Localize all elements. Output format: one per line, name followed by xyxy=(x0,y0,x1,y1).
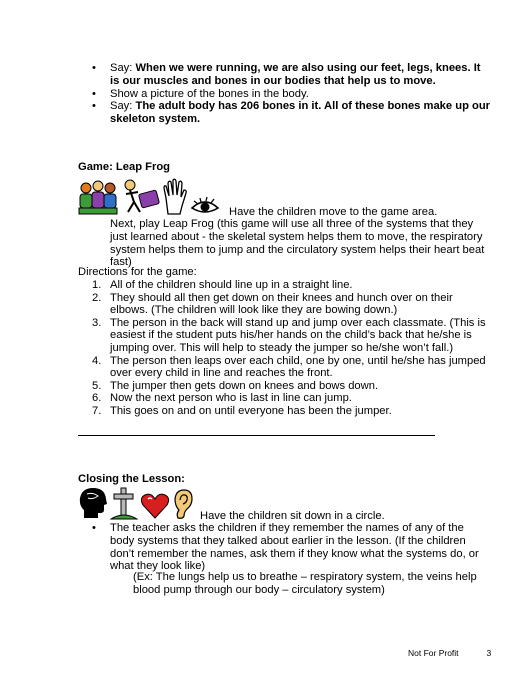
bullet-bold-text: When we were running, we are also using our feet, legs, knees. It is our muscles and bones in our bodies that help us to move. xyxy=(110,62,481,87)
list-item xyxy=(92,279,492,292)
page-footer xyxy=(408,648,491,658)
ear-icon xyxy=(172,488,194,520)
bullet-lead: Say: xyxy=(110,62,136,74)
hand-icon xyxy=(162,178,188,216)
person-exercise-icon xyxy=(120,178,160,216)
bullet-text: Show a picture of the bones in the body. xyxy=(110,87,309,100)
step-number: 1. xyxy=(92,279,102,291)
step-text: They should all then get down on their knees and hunch over on their elbows. (The children will look like they are bowing down.) xyxy=(110,291,453,317)
bullet-item xyxy=(92,62,492,88)
bullet-item: • The teacher asks the children if they remember the names of any of the body systems that they talked about earlier in the lesson. (If the children don’t remember the names, ask them if they know what the systems do, or what they look like) xyxy=(92,522,490,573)
grave-cross-icon xyxy=(110,486,138,520)
step-number: 7. xyxy=(92,404,102,417)
closing-intro-line: Have the children sit down in a circle. xyxy=(200,510,385,522)
closing-example: (Ex: The lungs help us to breathe – respiratory system, the veins help blood pump through our body – circulatory system) xyxy=(133,571,477,596)
list-item xyxy=(92,317,492,355)
bullet-bold-text: The adult body has 206 bones in it. All of these bones make up our skeleton system. xyxy=(110,100,491,126)
step-text: The jumper then gets down on knees and bows down. xyxy=(110,379,379,392)
step-text: The person then leaps over each child, one by one, until he/she has jumped over every child in line and reaches the front. xyxy=(110,354,486,380)
closing-heading: Closing the Lesson: xyxy=(78,473,185,485)
step-text: The person in the back will stand up and jump over each classmate. (This is easiest if the student puts his/her hands on the child’s back that he/she is jumping over. This will help to steady the jumper so he/she won’t fall.) xyxy=(110,316,486,354)
page-number: 3 xyxy=(486,648,492,658)
game-icon-row xyxy=(78,178,220,216)
step-number: 5. xyxy=(92,379,102,392)
list-item xyxy=(92,405,492,418)
list-item xyxy=(92,392,492,405)
game-intro-line: Have the children move to the game area. xyxy=(229,206,438,218)
closing-bullet-list xyxy=(92,522,490,573)
step-text: Now the next person who is last in line can jump. xyxy=(110,392,352,405)
step-text: All of the children should line up in a straight line. xyxy=(110,279,353,291)
game-heading: Game: Leap Frog xyxy=(78,161,171,173)
step-text: This goes on and on until everyone has been the jumper. xyxy=(110,404,392,417)
top-bullet-list xyxy=(92,62,492,126)
eye-icon xyxy=(190,196,220,216)
bullet-lead: Say: xyxy=(110,100,136,113)
heart-icon xyxy=(140,492,170,520)
directions-list xyxy=(92,279,492,418)
head-silhouette-icon xyxy=(78,486,108,520)
list-item xyxy=(92,292,492,317)
section-divider xyxy=(78,435,435,436)
children-group-icon xyxy=(78,178,118,216)
closing-icon-row xyxy=(78,486,194,520)
step-number: 6. xyxy=(92,392,102,405)
game-intro-paragraph: Next, play Leap Frog (this game will use all three of the systems that they just learned about - the skeletal system helps them to move, the respiratory system helps them to jump and the circulatory system helps their heart beat fast) xyxy=(110,218,485,269)
step-number: 3. xyxy=(92,316,102,329)
footer-label: Not For Profit xyxy=(408,648,459,658)
step-number: 4. xyxy=(92,354,102,367)
step-number: 2. xyxy=(92,291,102,304)
list-item xyxy=(92,380,492,393)
directions-title: Directions for the game: xyxy=(78,266,197,278)
bullet-item xyxy=(92,100,492,126)
bullet-item xyxy=(92,88,492,101)
list-item xyxy=(92,355,492,380)
